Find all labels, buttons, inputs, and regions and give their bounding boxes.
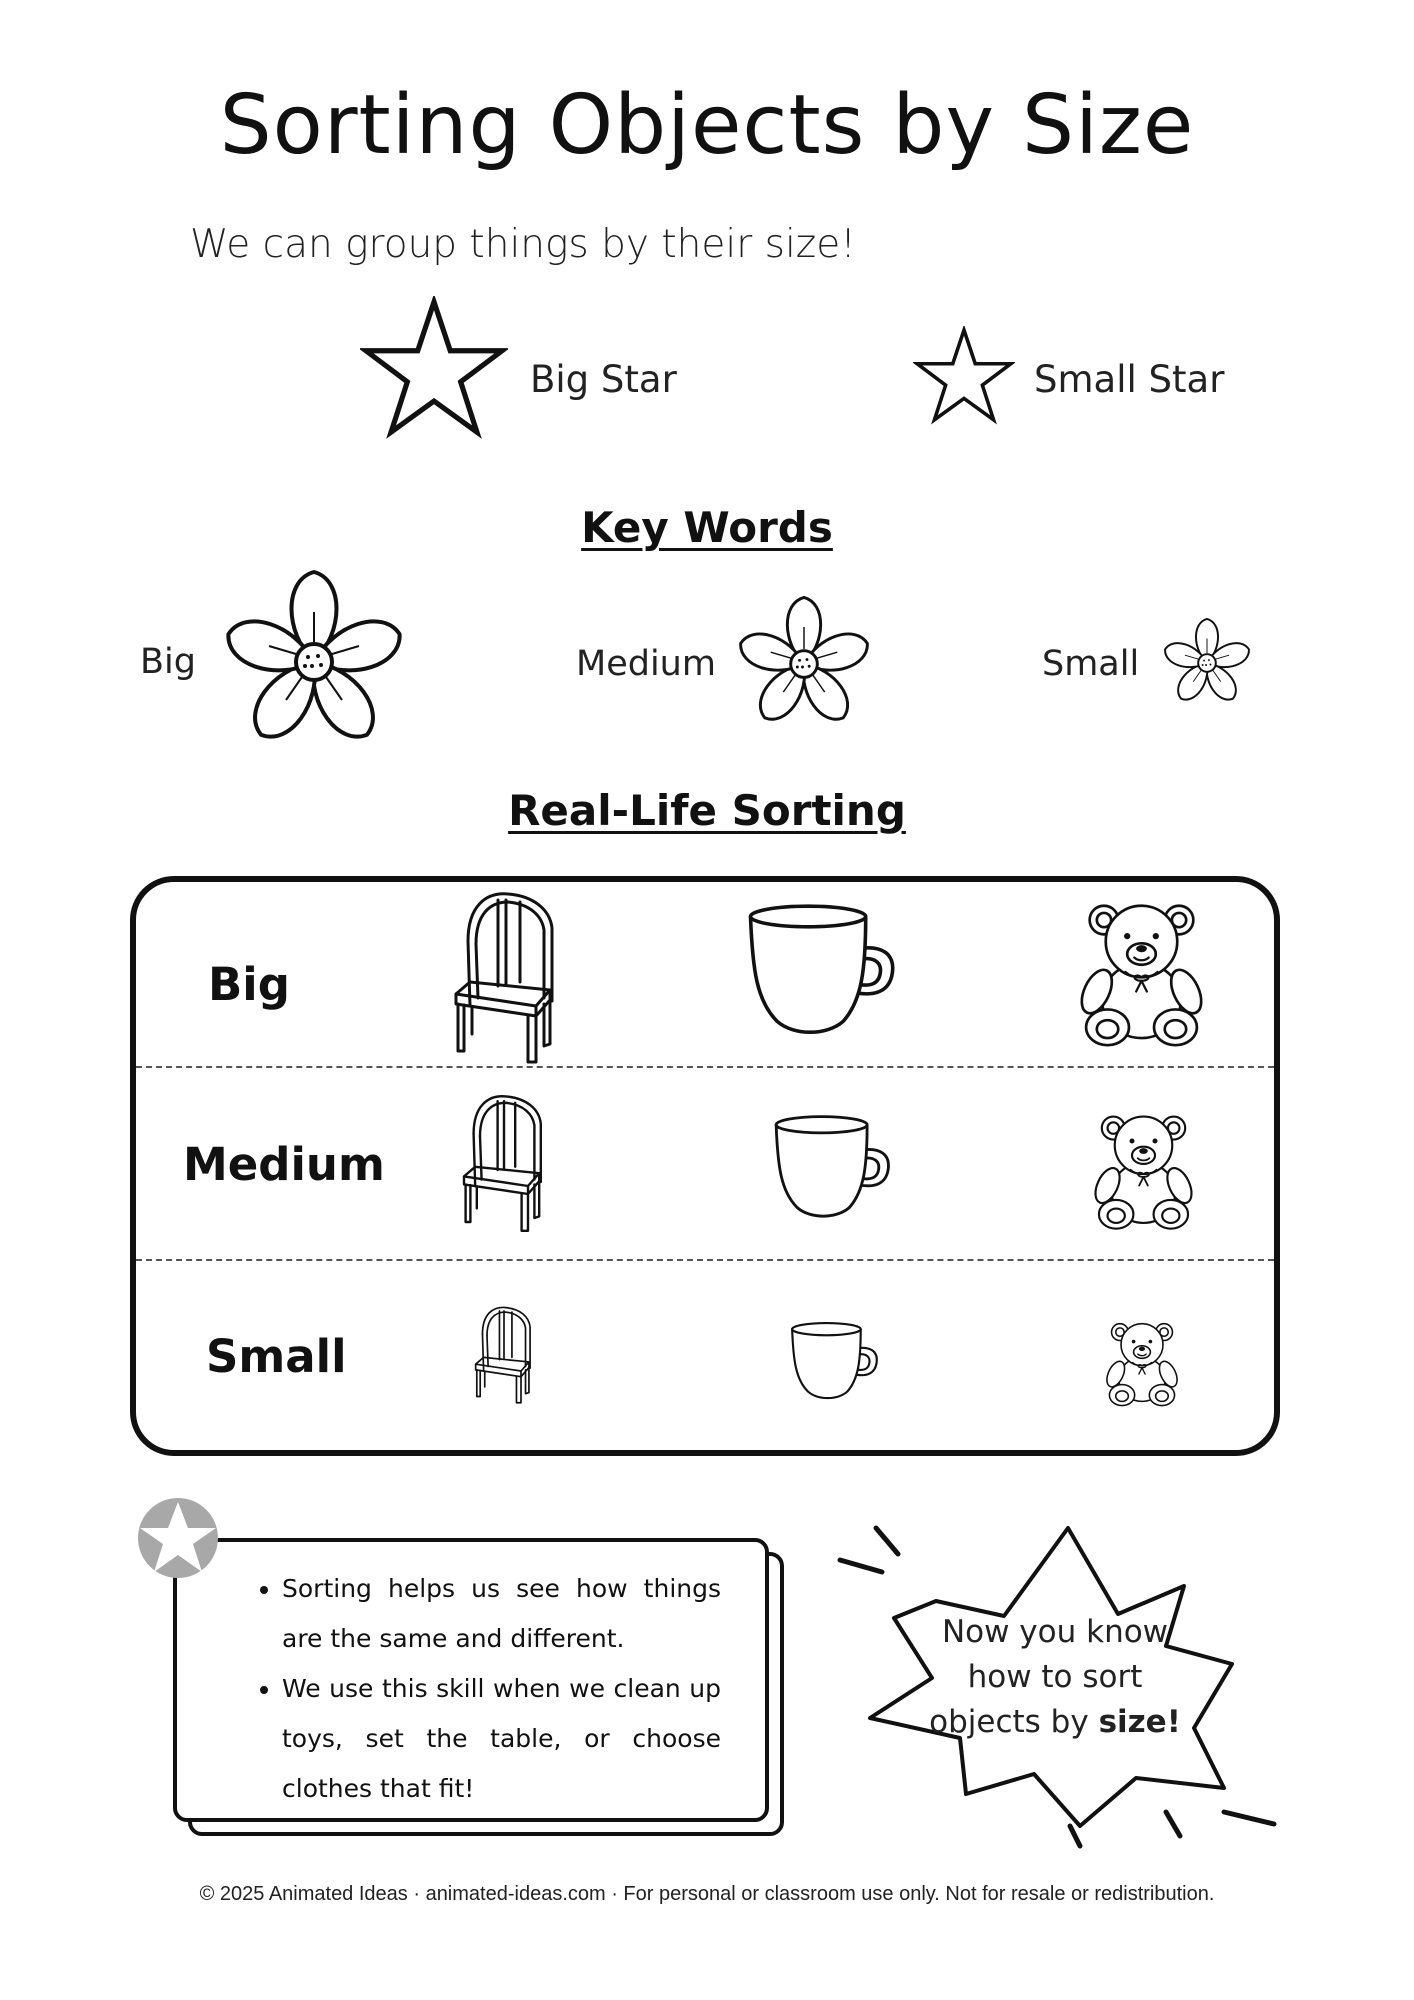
note-bullet: • We use this skill when we clean up toys, set the table, or choose clothes that fit! (282, 1664, 721, 1814)
subtitle: We can group things by their size! (190, 222, 856, 267)
keyword-big-label: Big (140, 642, 196, 682)
teddy-bear-big-icon (1070, 890, 1213, 1052)
page-title: Sorting Objects by Size (219, 78, 1195, 173)
row-label-big: Big (208, 958, 290, 1011)
teddy-bear-medium-icon (1086, 1104, 1201, 1234)
teddy-bear-small-icon (1100, 1314, 1184, 1410)
chair-small-icon (470, 1302, 538, 1406)
small-flower-icon (1158, 614, 1256, 712)
star-badge-icon (136, 1496, 220, 1580)
key-words-heading: Key Words (581, 503, 833, 552)
burst-message (905, 1610, 1205, 1745)
burst-emphasis: size! (1098, 1704, 1181, 1740)
row-label-medium: Medium (183, 1138, 385, 1191)
keyword-small-label: Small (1042, 644, 1140, 684)
burst-line-2: how to sort (967, 1659, 1143, 1695)
row-divider (136, 1259, 1274, 1261)
small-star-label: Small Star (1034, 358, 1225, 401)
mug-small-icon (786, 1318, 884, 1404)
medium-flower-icon (730, 590, 878, 738)
note-card (173, 1538, 769, 1822)
row-label-small: Small (206, 1330, 347, 1383)
row-divider (136, 1066, 1274, 1068)
burst-line-1: Now you know (941, 1614, 1169, 1650)
chair-big-icon (446, 886, 566, 1066)
mug-big-icon (740, 898, 905, 1042)
small-star-icon (913, 326, 1015, 428)
real-life-sorting-heading: Real-Life Sorting (508, 786, 906, 835)
footer-copyright: © 2025 Animated Ideas · animated-ideas.com · For personal or classroom use only. Not for resale or redistribution. (199, 1883, 1215, 1905)
chair-medium-icon (456, 1090, 552, 1234)
note-bullet: • Sorting helps us see how things are the same and different. (282, 1564, 721, 1664)
big-star-label: Big Star (530, 358, 677, 401)
mug-medium-icon (768, 1110, 898, 1224)
burst-line-3 (905, 1700, 1205, 1745)
keyword-medium-label: Medium (576, 644, 716, 684)
big-star-icon (360, 296, 508, 444)
big-flower-icon (214, 562, 414, 762)
burst-line-3-prefix: objects by (929, 1704, 1099, 1740)
